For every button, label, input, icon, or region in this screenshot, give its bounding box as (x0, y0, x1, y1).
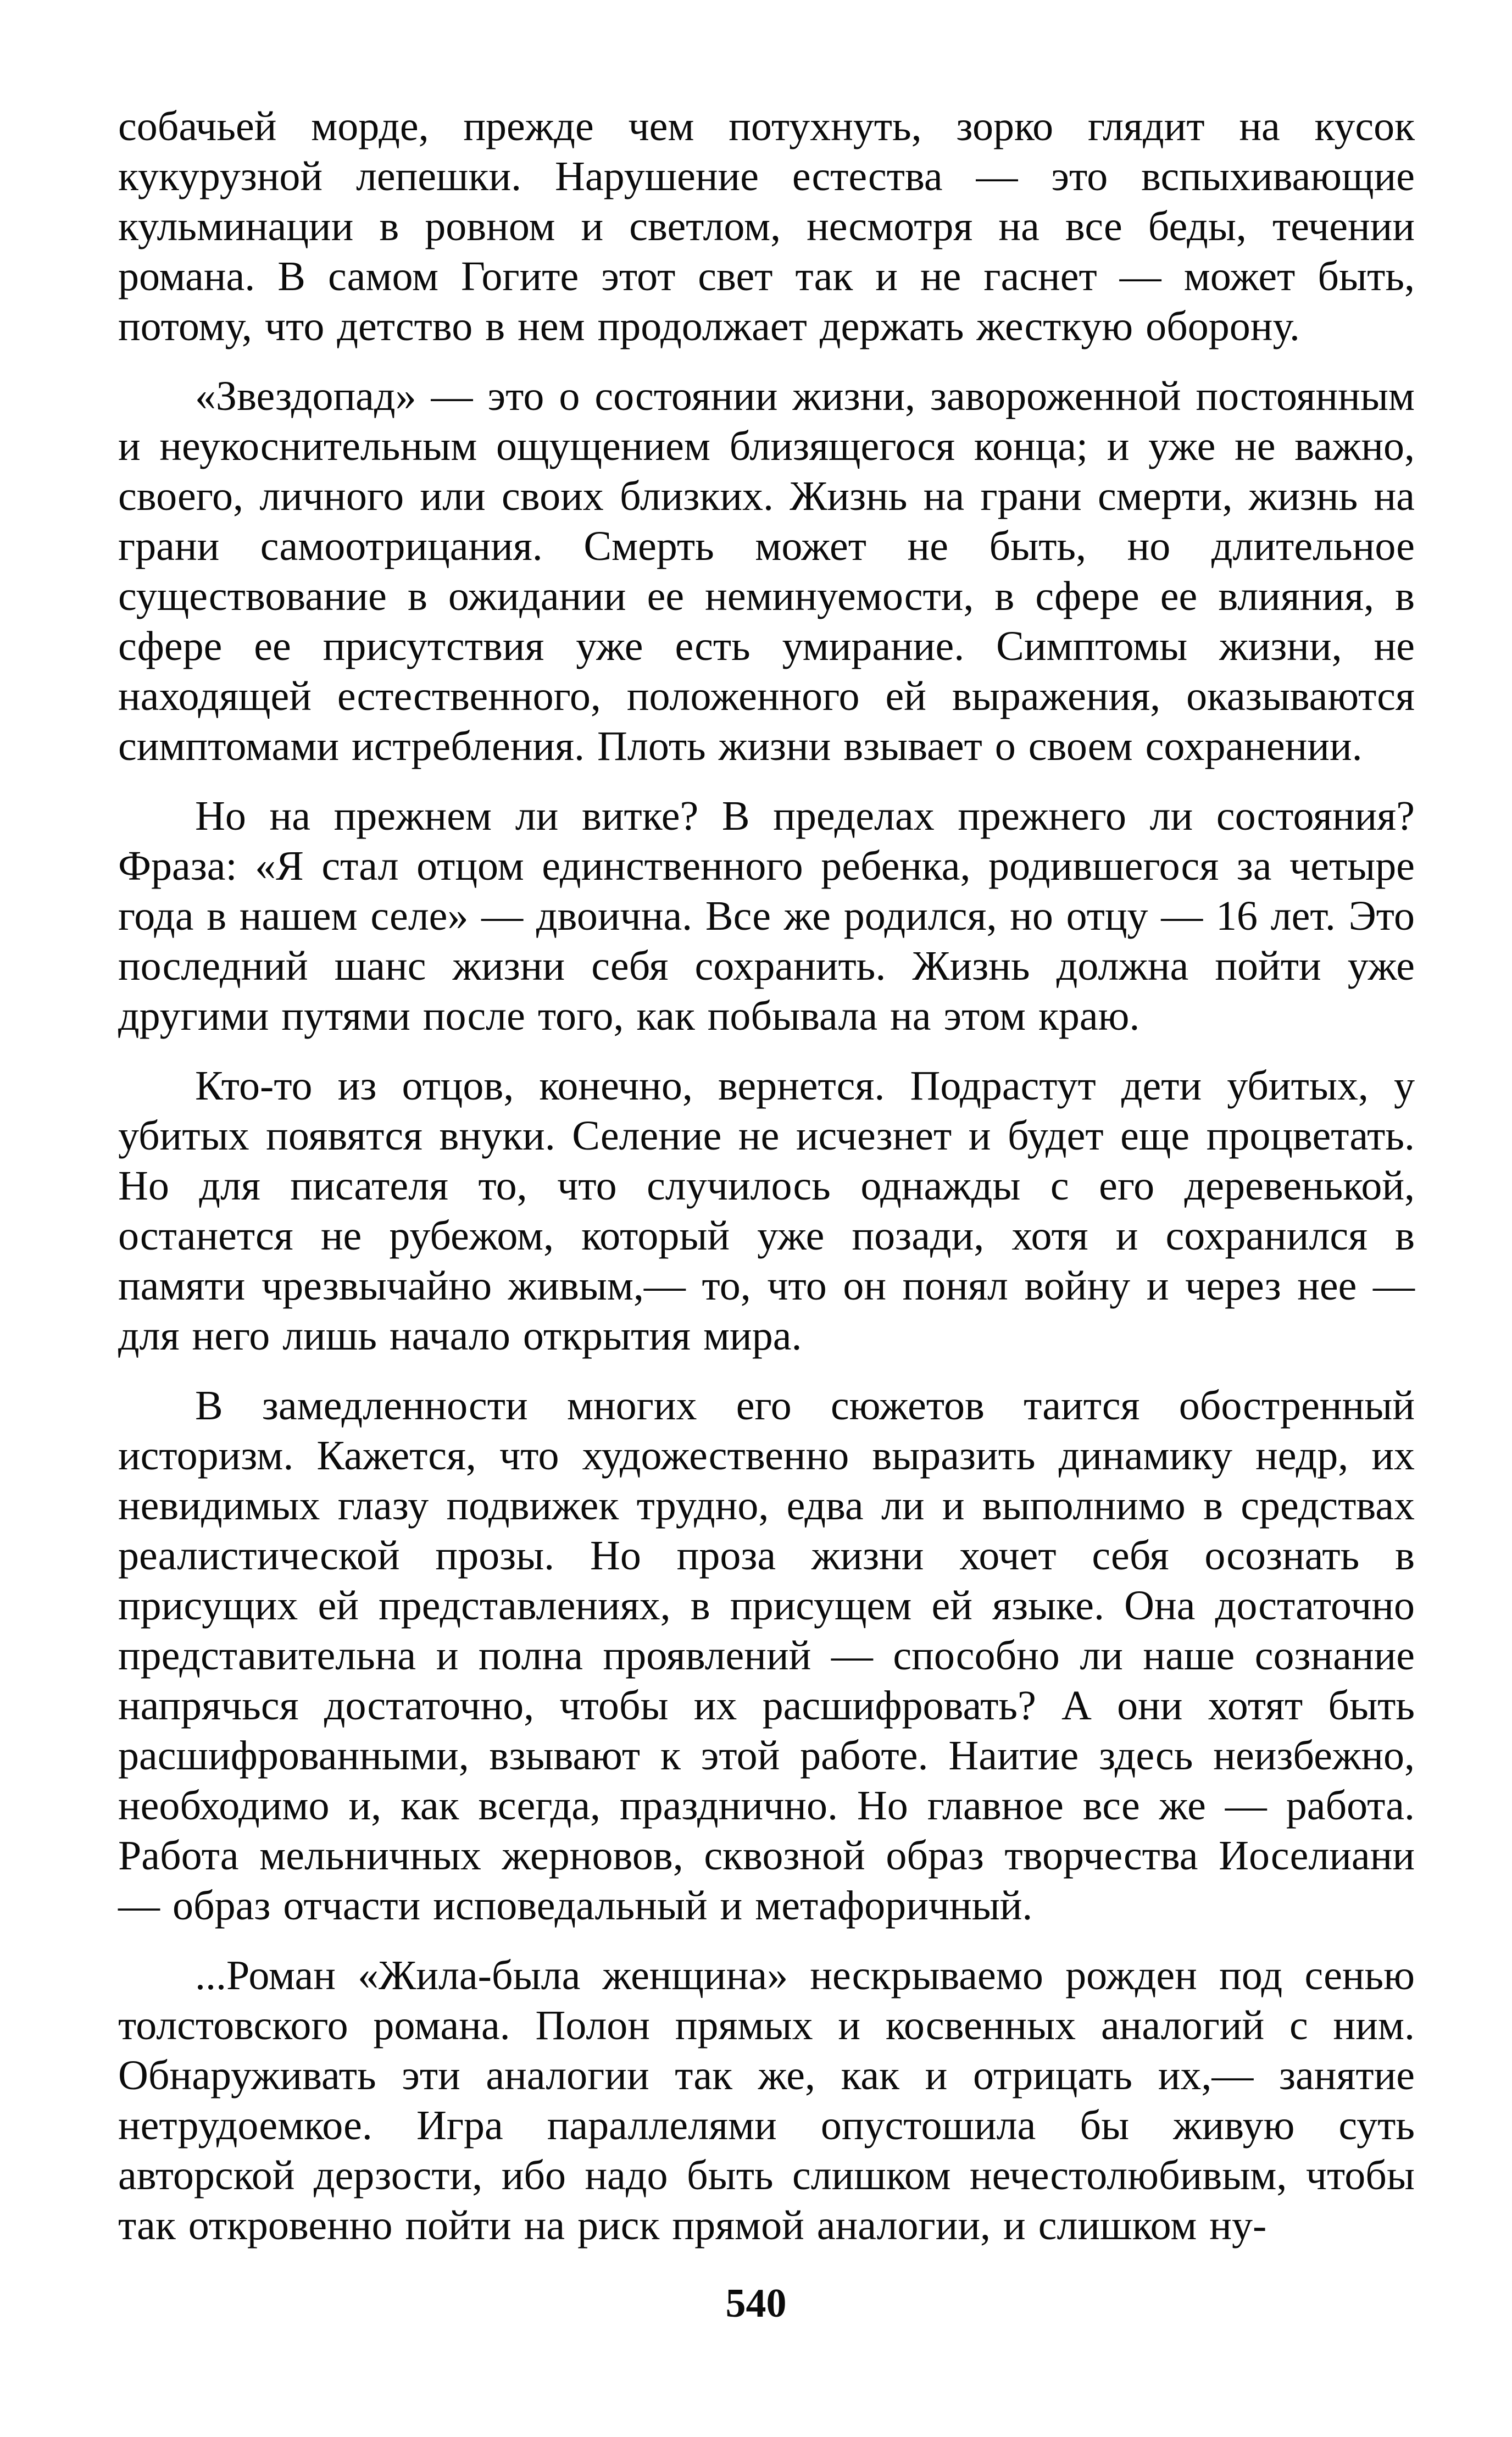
paragraph-5: В замедленности многих его сюжетов таится обостренный историзм. Кажется, что художественно выразить динамику недр, их невидимых глазу подвижек трудно, едва ли и выполнимо в средствах реалистической прозы. Но проза жизни хочет себя осознать в присущих ей представлениях, в присущем ей языке. Она достаточно представительна и полна проявлений — способно ли наше сознание напрячься достаточно, чтобы их расшифровать? А они хотят быть расшифрованными, взывают к этой работе. Наитие здесь неизбежно, необходимо и, как всегда, празднично. Но главное все же — работа. Работа мельничных жерновов, сквозной образ творчества Иоселиани — образ отчасти исповедальный и метафоричный. (118, 1383, 1415, 1929)
page-body (118, 102, 1415, 2251)
paragraph-4: Кто-то из отцов, конечно, вернется. Подрастут дети убитых, у убитых появятся внуки. Селение не исчезнет и будет еще процветать. Но для писателя то, что случилось однажды с его деревенькой, останется не рубежом, который уже позади, хотя и сохранился в памяти чрезвычайно живым,— то, что он понял войну и через нее — для него лишь начало открытия мира. (118, 1063, 1415, 1359)
paragraph-6: ...Роман «Жила-была женщина» нескрываемо рожден под сенью толстовского романа. Полон прямых и косвенных аналогий с ним. Обнаруживать эти аналогии так же, как и отрицать их,— занятие нетрудоемкое. Игра параллелями опустошила бы живую суть авторской дерзости, ибо надо быть слишком нечестолюбивым, чтобы так откровенно пойти на риск прямой аналогии, и слишком ну- (118, 1952, 1415, 2249)
paragraph-2: «Звездопад» — это о состоянии жизни, завороженной постоянным и неукоснительным ощущением близящегося конца; и уже не важно, своего, личного или своих близких. Жизнь на грани смерти, жизнь на грани самоотрицания. Смерть может не быть, но длительное существование в ожидании ее неминуемости, в сфере ее влияния, в сфере ее присутствия уже есть умирание. Симптомы жизни, не находящей естественного, положенного ей выражения, оказываются симптомами истребления. Плоть жизни взывает о своем сохранении. (118, 373, 1415, 769)
paragraph-3: Но на прежнем ли витке? В пределах прежнего ли состояния? Фраза: «Я стал отцом единственного ребенка, родившегося за четыре года в нашем селе» — двоична. Все же родился, но отцу — 16 лет. Это последний шанс жизни себя сохранить. Жизнь должна пойти уже другими путями после того, как побывала на этом краю. (118, 793, 1415, 1039)
page-number: 540 (725, 2281, 787, 2326)
paragraph-1: собачьей морде, прежде чем потухнуть, зорко глядит на кусок кукурузной лепешки. Нарушение естества — это вспыхивающие кульминации в ровном и светлом, несмотря на все беды, течении романа. В самом Гогите этот свет так и не гаснет — может быть, потому, что детство в нем продолжает держать жесткую оборону. (118, 103, 1415, 349)
